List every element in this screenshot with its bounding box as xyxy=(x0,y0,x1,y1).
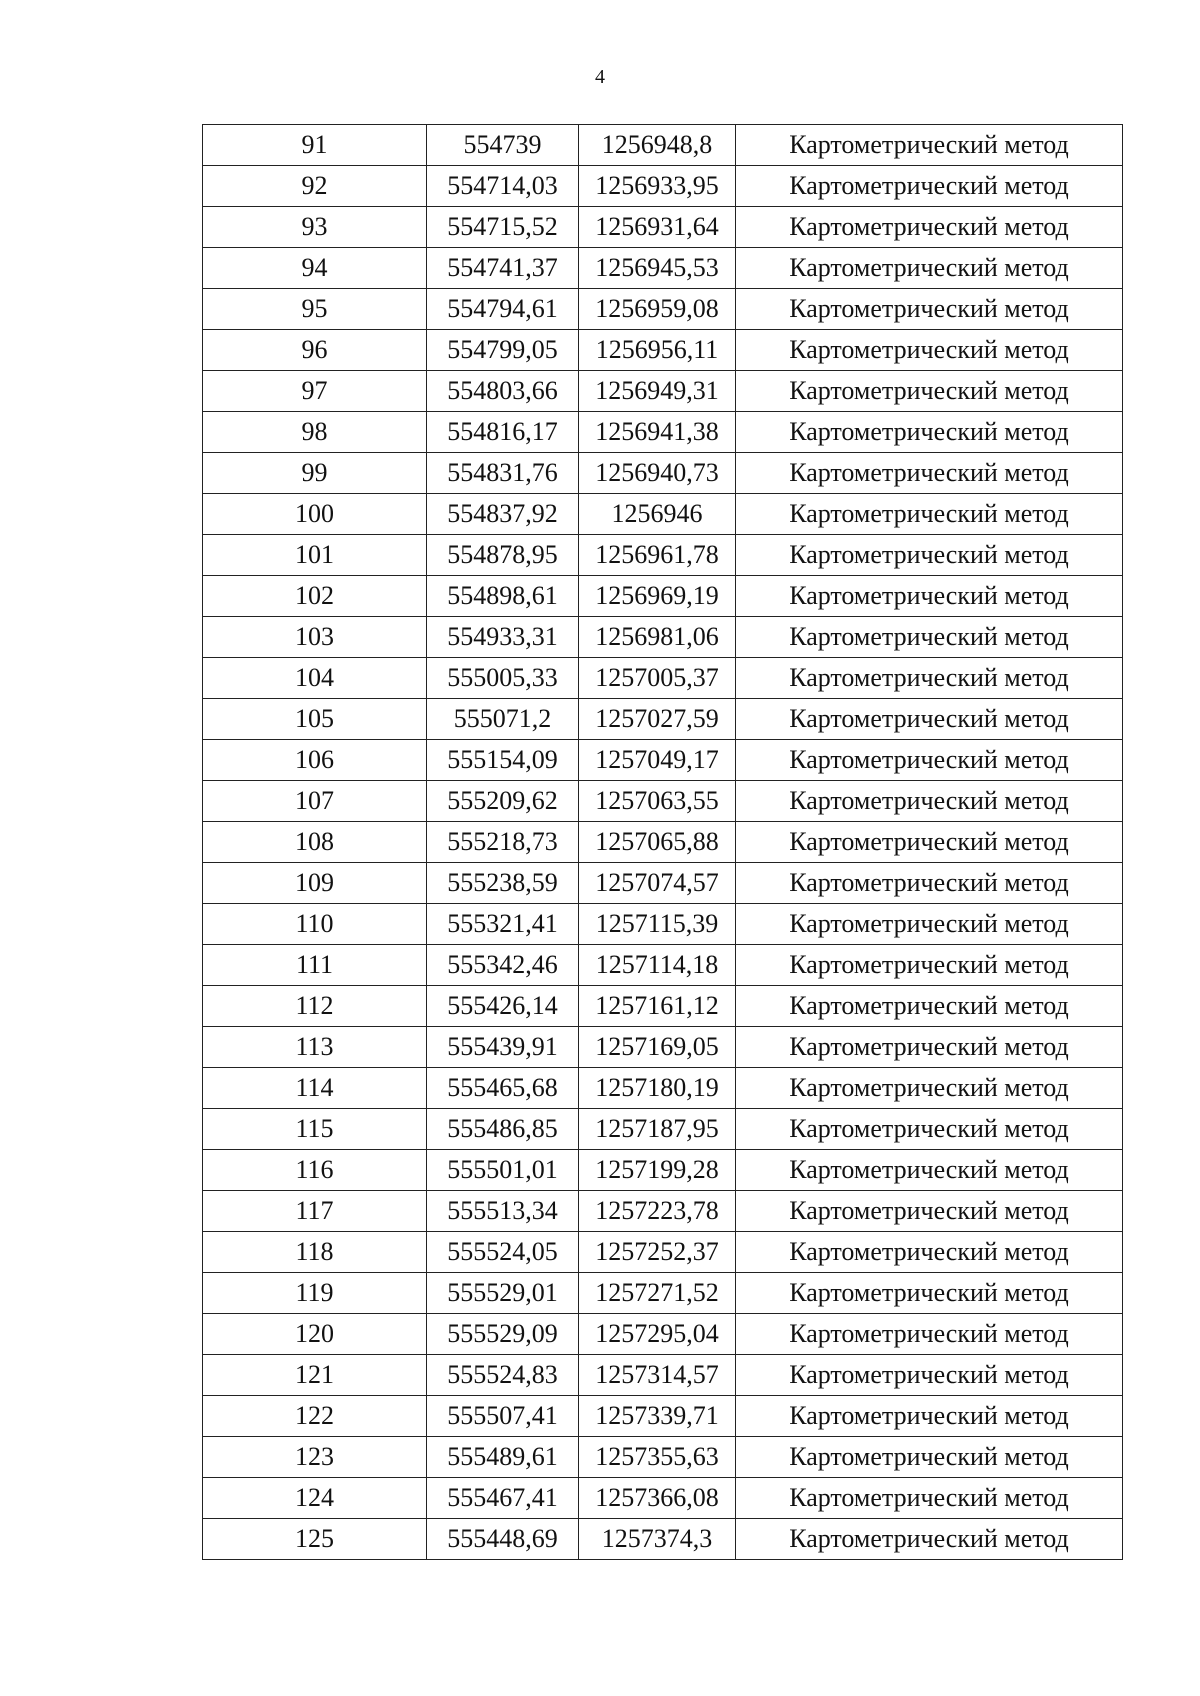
table-row xyxy=(203,494,1123,535)
point-number-cell: 96 xyxy=(203,330,427,371)
table-row xyxy=(203,289,1123,330)
y-coordinate-cell: 1257161,12 xyxy=(579,986,736,1027)
table-row xyxy=(203,1068,1123,1109)
point-number-cell: 106 xyxy=(203,740,427,781)
point-number-cell: 114 xyxy=(203,1068,427,1109)
y-coordinate-cell: 1256940,73 xyxy=(579,453,736,494)
point-number-cell: 101 xyxy=(203,535,427,576)
table-row xyxy=(203,945,1123,986)
x-coordinate-cell: 555448,69 xyxy=(427,1519,579,1560)
x-coordinate-cell: 554715,52 xyxy=(427,207,579,248)
method-cell: Картометрический метод xyxy=(736,1478,1123,1519)
point-number-cell: 99 xyxy=(203,453,427,494)
method-cell: Картометрический метод xyxy=(736,1109,1123,1150)
method-cell: Картометрический метод xyxy=(736,986,1123,1027)
table-row xyxy=(203,166,1123,207)
x-coordinate-cell: 554714,03 xyxy=(427,166,579,207)
y-coordinate-cell: 1257271,52 xyxy=(579,1273,736,1314)
method-cell: Картометрический метод xyxy=(736,1437,1123,1478)
point-number-cell: 122 xyxy=(203,1396,427,1437)
table-row xyxy=(203,248,1123,289)
point-number-cell: 92 xyxy=(203,166,427,207)
table-row xyxy=(203,699,1123,740)
point-number-cell: 108 xyxy=(203,822,427,863)
table-row xyxy=(203,1273,1123,1314)
method-cell: Картометрический метод xyxy=(736,1232,1123,1273)
method-cell: Картометрический метод xyxy=(736,494,1123,535)
page-number: 4 xyxy=(595,66,605,88)
coordinates-table-body xyxy=(203,125,1123,1560)
y-coordinate-cell: 1256959,08 xyxy=(579,289,736,330)
table-row xyxy=(203,1109,1123,1150)
x-coordinate-cell: 555218,73 xyxy=(427,822,579,863)
x-coordinate-cell: 554816,17 xyxy=(427,412,579,453)
method-cell: Картометрический метод xyxy=(736,207,1123,248)
table-row xyxy=(203,740,1123,781)
y-coordinate-cell: 1257355,63 xyxy=(579,1437,736,1478)
method-cell: Картометрический метод xyxy=(736,453,1123,494)
point-number-cell: 93 xyxy=(203,207,427,248)
y-coordinate-cell: 1257223,78 xyxy=(579,1191,736,1232)
y-coordinate-cell: 1256981,06 xyxy=(579,617,736,658)
table-row xyxy=(203,904,1123,945)
y-coordinate-cell: 1256933,95 xyxy=(579,166,736,207)
point-number-cell: 124 xyxy=(203,1478,427,1519)
x-coordinate-cell: 555342,46 xyxy=(427,945,579,986)
y-coordinate-cell: 1256961,78 xyxy=(579,535,736,576)
table-row xyxy=(203,1396,1123,1437)
y-coordinate-cell: 1257252,37 xyxy=(579,1232,736,1273)
point-number-cell: 105 xyxy=(203,699,427,740)
point-number-cell: 97 xyxy=(203,371,427,412)
method-cell: Картометрический метод xyxy=(736,863,1123,904)
table-row xyxy=(203,125,1123,166)
y-coordinate-cell: 1257063,55 xyxy=(579,781,736,822)
y-coordinate-cell: 1257065,88 xyxy=(579,822,736,863)
method-cell: Картометрический метод xyxy=(736,371,1123,412)
method-cell: Картометрический метод xyxy=(736,289,1123,330)
point-number-cell: 123 xyxy=(203,1437,427,1478)
x-coordinate-cell: 555486,85 xyxy=(427,1109,579,1150)
point-number-cell: 115 xyxy=(203,1109,427,1150)
x-coordinate-cell: 555465,68 xyxy=(427,1068,579,1109)
method-cell: Картометрический метод xyxy=(736,822,1123,863)
point-number-cell: 100 xyxy=(203,494,427,535)
point-number-cell: 117 xyxy=(203,1191,427,1232)
point-number-cell: 98 xyxy=(203,412,427,453)
table-row xyxy=(203,1150,1123,1191)
x-coordinate-cell: 555238,59 xyxy=(427,863,579,904)
table-row xyxy=(203,658,1123,699)
method-cell: Картометрический метод xyxy=(736,330,1123,371)
table-row xyxy=(203,1027,1123,1068)
x-coordinate-cell: 555005,33 xyxy=(427,658,579,699)
table-row xyxy=(203,1355,1123,1396)
method-cell: Картометрический метод xyxy=(736,1519,1123,1560)
x-coordinate-cell: 554831,76 xyxy=(427,453,579,494)
table-row xyxy=(203,1519,1123,1560)
point-number-cell: 109 xyxy=(203,863,427,904)
x-coordinate-cell: 554741,37 xyxy=(427,248,579,289)
table-row xyxy=(203,371,1123,412)
y-coordinate-cell: 1257374,3 xyxy=(579,1519,736,1560)
method-cell: Картометрический метод xyxy=(736,1396,1123,1437)
x-coordinate-cell: 554803,66 xyxy=(427,371,579,412)
method-cell: Картометрический метод xyxy=(736,1068,1123,1109)
x-coordinate-cell: 555501,01 xyxy=(427,1150,579,1191)
table-row xyxy=(203,986,1123,1027)
table-row xyxy=(203,781,1123,822)
x-coordinate-cell: 555426,14 xyxy=(427,986,579,1027)
method-cell: Картометрический метод xyxy=(736,1314,1123,1355)
y-coordinate-cell: 1256941,38 xyxy=(579,412,736,453)
method-cell: Картометрический метод xyxy=(736,740,1123,781)
y-coordinate-cell: 1257027,59 xyxy=(579,699,736,740)
y-coordinate-cell: 1256948,8 xyxy=(579,125,736,166)
x-coordinate-cell: 555529,09 xyxy=(427,1314,579,1355)
table-row xyxy=(203,1314,1123,1355)
y-coordinate-cell: 1257169,05 xyxy=(579,1027,736,1068)
table-row xyxy=(203,1478,1123,1519)
y-coordinate-cell: 1257114,18 xyxy=(579,945,736,986)
x-coordinate-cell: 554933,31 xyxy=(427,617,579,658)
point-number-cell: 107 xyxy=(203,781,427,822)
method-cell: Картометрический метод xyxy=(736,576,1123,617)
point-number-cell: 113 xyxy=(203,1027,427,1068)
x-coordinate-cell: 555071,2 xyxy=(427,699,579,740)
y-coordinate-cell: 1257074,57 xyxy=(579,863,736,904)
x-coordinate-cell: 554799,05 xyxy=(427,330,579,371)
y-coordinate-cell: 1257180,19 xyxy=(579,1068,736,1109)
point-number-cell: 94 xyxy=(203,248,427,289)
method-cell: Картометрический метод xyxy=(736,125,1123,166)
y-coordinate-cell: 1257115,39 xyxy=(579,904,736,945)
point-number-cell: 119 xyxy=(203,1273,427,1314)
x-coordinate-cell: 554837,92 xyxy=(427,494,579,535)
point-number-cell: 102 xyxy=(203,576,427,617)
point-number-cell: 95 xyxy=(203,289,427,330)
x-coordinate-cell: 555524,05 xyxy=(427,1232,579,1273)
y-coordinate-cell: 1257187,95 xyxy=(579,1109,736,1150)
table-row xyxy=(203,1232,1123,1273)
table-row xyxy=(203,207,1123,248)
table-row xyxy=(203,617,1123,658)
point-number-cell: 103 xyxy=(203,617,427,658)
method-cell: Картометрический метод xyxy=(736,1355,1123,1396)
method-cell: Картометрический метод xyxy=(736,781,1123,822)
method-cell: Картометрический метод xyxy=(736,1027,1123,1068)
method-cell: Картометрический метод xyxy=(736,945,1123,986)
method-cell: Картометрический метод xyxy=(736,1191,1123,1232)
point-number-cell: 91 xyxy=(203,125,427,166)
y-coordinate-cell: 1257199,28 xyxy=(579,1150,736,1191)
table-row xyxy=(203,1191,1123,1232)
x-coordinate-cell: 555507,41 xyxy=(427,1396,579,1437)
y-coordinate-cell: 1256949,31 xyxy=(579,371,736,412)
x-coordinate-cell: 555513,34 xyxy=(427,1191,579,1232)
y-coordinate-cell: 1256956,11 xyxy=(579,330,736,371)
x-coordinate-cell: 555524,83 xyxy=(427,1355,579,1396)
x-coordinate-cell: 554794,61 xyxy=(427,289,579,330)
point-number-cell: 121 xyxy=(203,1355,427,1396)
x-coordinate-cell: 555467,41 xyxy=(427,1478,579,1519)
x-coordinate-cell: 555209,62 xyxy=(427,781,579,822)
table-row xyxy=(203,412,1123,453)
point-number-cell: 110 xyxy=(203,904,427,945)
x-coordinate-cell: 554878,95 xyxy=(427,535,579,576)
table-row xyxy=(203,576,1123,617)
point-number-cell: 111 xyxy=(203,945,427,986)
x-coordinate-cell: 554739 xyxy=(427,125,579,166)
y-coordinate-cell: 1257314,57 xyxy=(579,1355,736,1396)
method-cell: Картометрический метод xyxy=(736,535,1123,576)
y-coordinate-cell: 1256969,19 xyxy=(579,576,736,617)
y-coordinate-cell: 1257339,71 xyxy=(579,1396,736,1437)
point-number-cell: 112 xyxy=(203,986,427,1027)
method-cell: Картометрический метод xyxy=(736,617,1123,658)
y-coordinate-cell: 1256931,64 xyxy=(579,207,736,248)
method-cell: Картометрический метод xyxy=(736,248,1123,289)
y-coordinate-cell: 1256945,53 xyxy=(579,248,736,289)
point-number-cell: 125 xyxy=(203,1519,427,1560)
table-row xyxy=(203,1437,1123,1478)
point-number-cell: 120 xyxy=(203,1314,427,1355)
method-cell: Картометрический метод xyxy=(736,658,1123,699)
method-cell: Картометрический метод xyxy=(736,1150,1123,1191)
x-coordinate-cell: 555529,01 xyxy=(427,1273,579,1314)
y-coordinate-cell: 1256946 xyxy=(579,494,736,535)
y-coordinate-cell: 1257005,37 xyxy=(579,658,736,699)
table-row xyxy=(203,330,1123,371)
y-coordinate-cell: 1257049,17 xyxy=(579,740,736,781)
table-row xyxy=(203,863,1123,904)
table-row xyxy=(203,453,1123,494)
coordinates-table xyxy=(202,124,1123,1560)
y-coordinate-cell: 1257295,04 xyxy=(579,1314,736,1355)
table-row xyxy=(203,822,1123,863)
y-coordinate-cell: 1257366,08 xyxy=(579,1478,736,1519)
method-cell: Картометрический метод xyxy=(736,699,1123,740)
x-coordinate-cell: 555321,41 xyxy=(427,904,579,945)
method-cell: Картометрический метод xyxy=(736,412,1123,453)
point-number-cell: 116 xyxy=(203,1150,427,1191)
method-cell: Картометрический метод xyxy=(736,1273,1123,1314)
x-coordinate-cell: 555489,61 xyxy=(427,1437,579,1478)
method-cell: Картометрический метод xyxy=(736,904,1123,945)
table-row xyxy=(203,535,1123,576)
x-coordinate-cell: 555439,91 xyxy=(427,1027,579,1068)
x-coordinate-cell: 554898,61 xyxy=(427,576,579,617)
x-coordinate-cell: 555154,09 xyxy=(427,740,579,781)
point-number-cell: 118 xyxy=(203,1232,427,1273)
method-cell: Картометрический метод xyxy=(736,166,1123,207)
point-number-cell: 104 xyxy=(203,658,427,699)
